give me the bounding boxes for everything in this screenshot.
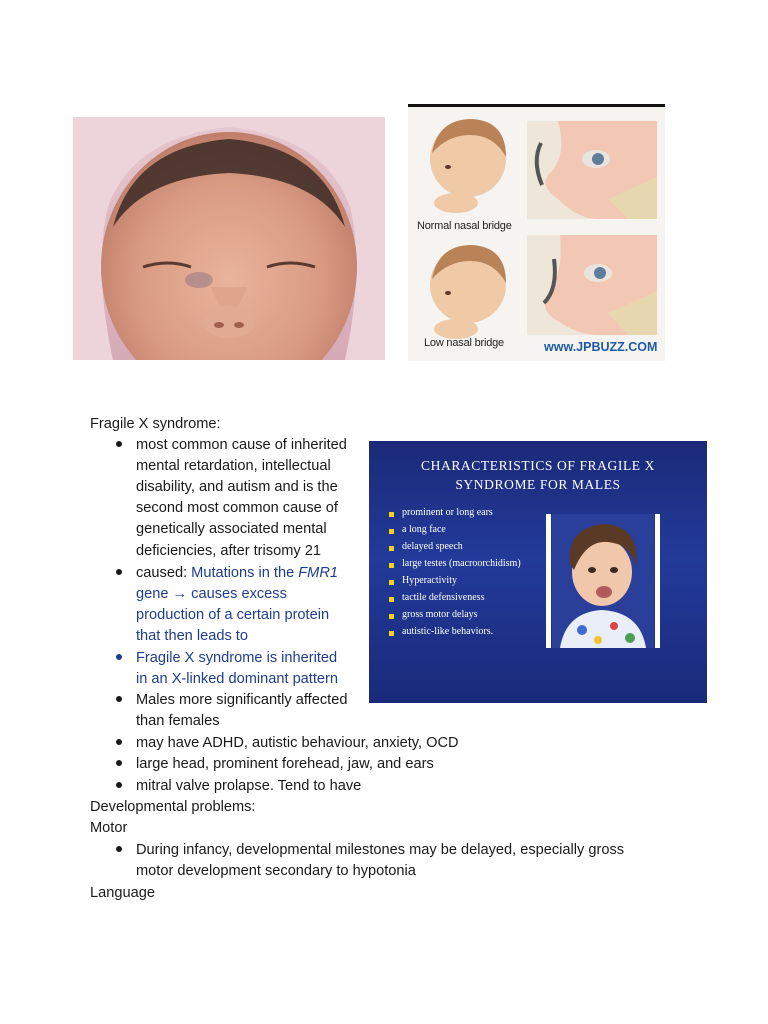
slide-bullet — [389, 614, 394, 619]
slide-bullet — [389, 529, 394, 534]
b2-prefix: caused: — [136, 565, 192, 581]
slide-item: gross motor delays — [402, 609, 478, 620]
language-heading: Language — [90, 885, 155, 901]
slide-bullet — [389, 512, 394, 517]
boy-photo — [552, 514, 654, 648]
low-nasal-bridge-caption: Low nasal bridge — [424, 337, 504, 349]
slide-bullet — [389, 580, 394, 585]
slide-item: large testes (macroorchidism) — [402, 558, 521, 569]
b2-line-3: production of a certain protein — [136, 607, 330, 623]
bullet-dot — [116, 760, 122, 766]
source-watermark: www.JPBUZZ.COM — [544, 340, 658, 354]
motor-heading: Motor — [90, 820, 128, 836]
b5-line: may have ADHD, autistic behaviour, anxiety, OCD — [136, 735, 459, 751]
b2-line-4: that then leads to — [136, 628, 248, 644]
b3-line: in an X-linked dominant pattern — [136, 671, 339, 687]
slide-bullet — [389, 546, 394, 551]
b1-line: most common cause of inherited — [136, 437, 347, 453]
slide-item: tactile defensiveness — [402, 592, 485, 603]
b1-line: mental retardation, intellectual — [136, 458, 331, 474]
b2-blue-text: Mutations in the — [191, 565, 299, 581]
fragile-x-characteristics-slide — [369, 441, 707, 703]
b1-line: genetically associated mental — [136, 521, 327, 537]
motor-line: During infancy, developmental milestones may be delayed, especially gross — [136, 842, 625, 858]
b7-line: mitral valve prolapse. Tend to have — [136, 778, 362, 794]
b1-line: deficiencies, after trisomy 21 — [136, 543, 321, 559]
b4-line: than females — [136, 713, 220, 729]
b2-line-1 — [136, 563, 338, 584]
bullet-dot — [116, 569, 122, 575]
bullet-dot — [116, 696, 122, 702]
b4-line: Males more significantly affected — [136, 692, 348, 708]
fragile-x-heading: Fragile X syndrome: — [90, 416, 221, 432]
photo-frame-left — [546, 514, 551, 648]
slide-bullet — [389, 597, 394, 602]
slide-item: delayed speech — [402, 541, 463, 552]
newborn-photo — [73, 117, 385, 360]
slide-item: Hyperactivity — [402, 575, 457, 586]
photo-frame-right — [655, 514, 660, 648]
bullet-dot — [116, 441, 122, 447]
normal-nasal-bridge-caption: Normal nasal bridge — [417, 220, 512, 232]
b1-line: second most common cause of — [136, 500, 338, 516]
slide-item: prominent or long ears — [402, 507, 493, 518]
motor-line: motor development secondary to hypotonia — [136, 863, 416, 879]
slide-item: autistic-like behaviors. — [402, 626, 494, 637]
slide-bullet — [389, 631, 394, 636]
bullet-dot — [116, 654, 122, 660]
bullet-dot — [116, 846, 122, 852]
b3-line: Fragile X syndrome is inherited — [136, 650, 338, 666]
slide-item: a long face — [402, 524, 446, 535]
bullet-dot — [116, 782, 122, 788]
b6-line: large head, prominent forehead, jaw, and ears — [136, 756, 434, 772]
developmental-problems-heading: Developmental problems: — [90, 799, 256, 815]
b1-line: disability, and autism and is the — [136, 479, 338, 495]
nasal-bridge-figure — [408, 104, 665, 361]
newborn-photo-image — [73, 117, 385, 360]
nasal-bridge-illustrations — [408, 107, 665, 361]
b2-gene-name: FMR1 — [298, 565, 338, 581]
bullet-dot — [116, 739, 122, 745]
slide-bullet — [389, 563, 394, 568]
slide-title-line-1: CHARACTERISTICS OF FRAGILE X — [421, 458, 655, 473]
slide-title-line-2: SYNDROME FOR MALES — [455, 477, 621, 492]
b2-line-2: gene → causes excess — [136, 586, 287, 602]
